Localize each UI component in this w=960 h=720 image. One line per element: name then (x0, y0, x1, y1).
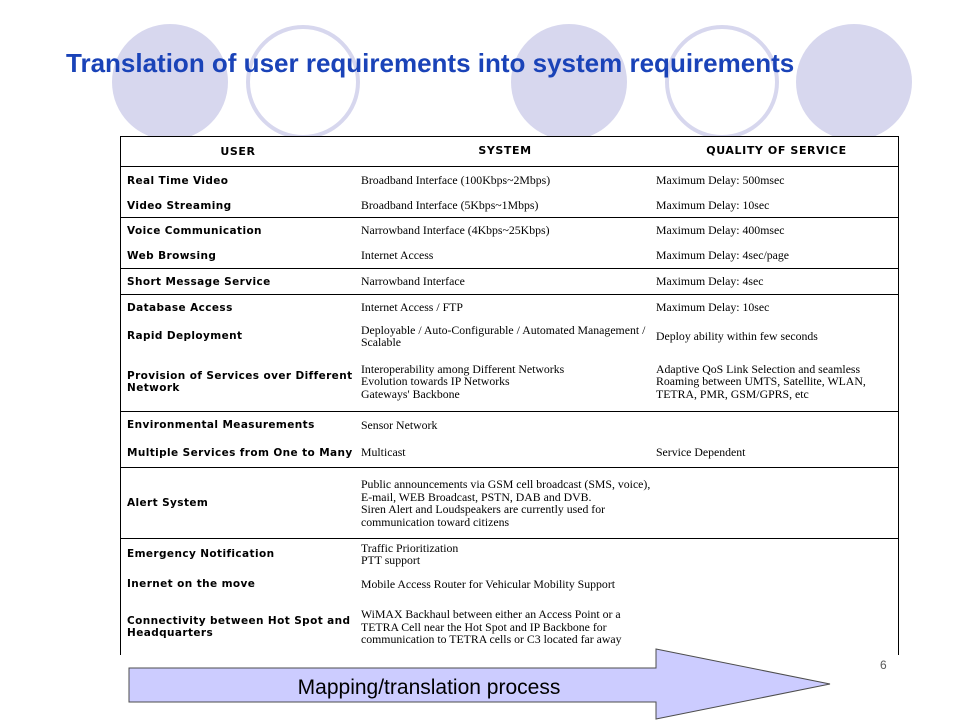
table-header-row (121, 137, 898, 167)
header-user: USER (220, 144, 256, 158)
table-row (121, 167, 898, 194)
page-number: 6 (880, 658, 887, 672)
table-row (121, 320, 898, 352)
slide-title: Translation of user requirements into system requirements (66, 48, 795, 78)
requirements-table (120, 136, 899, 655)
cell-system: Multicast (361, 445, 406, 460)
cell-qos: Maximum Delay: 10sec (656, 300, 770, 315)
cell-system: Broadband Interface (5Kbps~1Mbps) (361, 198, 539, 213)
table-row (121, 218, 898, 243)
cell-qos: Adaptive QoS Link Selection and seamless Roaming between UMTS, Satellite, WLAN, TETRA, PMR, GSM/GPRS, etc (656, 361, 866, 401)
cell-user: Environmental Measurements (127, 419, 315, 431)
cell-system: Broadband Interface (100Kbps~2Mbps) (361, 173, 551, 188)
table-row (121, 352, 898, 412)
cell-user: Alert System (127, 497, 209, 509)
cell-qos: Maximum Delay: 500msec (656, 173, 785, 188)
table-row (121, 412, 898, 438)
cell-system: Deployable / Auto-Configurable / Automated Management / Scalable (361, 322, 646, 349)
cell-system: Narrowband Interface (4Kbps~25Kbps) (361, 223, 550, 238)
arrow-label: Mapping/translation process (297, 676, 561, 699)
table-row (121, 468, 898, 539)
cell-user: Short Message Service (127, 275, 271, 288)
cell-user: Voice Communication (127, 224, 262, 237)
table-row (121, 539, 898, 569)
circle-5 (796, 24, 912, 140)
cell-user: Connectivity between Hot Spot and Headquarters (127, 615, 351, 639)
cell-qos: Maximum Delay: 10sec (656, 198, 770, 213)
cell-system: Internet Access / FTP (361, 300, 463, 315)
table-row (121, 243, 898, 269)
table-row (121, 194, 898, 218)
table-row (121, 269, 898, 295)
cell-system: Public announcements via GSM cell broadcast (SMS, voice), E-mail, WEB Broadcast, PSTN, DAB and DVB. Siren Alert and Loudspeakers are currently used for communication toward citizens (361, 477, 651, 529)
table-row (121, 569, 898, 599)
cell-qos (656, 569, 894, 599)
cell-system: Internet Access (361, 248, 434, 263)
cell-system: Traffic Prioritization PTT support (361, 540, 459, 567)
cell-qos (656, 539, 894, 569)
cell-user: Provision of Services over Different Network (127, 369, 353, 394)
cell-qos: Maximum Delay: 4sec/page (656, 248, 790, 263)
cell-system: Interoperability among Different Networks Evolution towards IP Networks Gateways' Backbone (361, 361, 565, 401)
header-qos: QUALITY OF SERVICE (706, 144, 847, 158)
cell-qos: Service Dependent (656, 445, 746, 460)
cell-user: Rapid Deployment (127, 330, 243, 342)
cell-qos: Deploy ability within few seconds (656, 328, 818, 343)
cell-qos (656, 412, 894, 438)
cell-qos (656, 468, 894, 538)
circle-1 (112, 24, 228, 140)
circle-2 (248, 27, 358, 137)
cell-user: Video Streaming (127, 199, 232, 212)
table-row (121, 438, 898, 468)
circle-3 (511, 24, 627, 140)
cell-system: WiMAX Backhaul between either an Access Point or a TETRA Cell near the Hot Spot and IP Backbone for communication to TETRA cells or C3 located far away (361, 607, 622, 647)
cell-user: Real Time Video (127, 174, 229, 187)
cell-user: Inernet on the move (127, 578, 256, 590)
header-system: SYSTEM (478, 144, 532, 158)
circle-4 (667, 27, 777, 137)
cell-qos: Maximum Delay: 400msec (656, 223, 785, 238)
cell-system: Narrowband Interface (361, 274, 465, 289)
cell-system: Mobile Access Router for Vehicular Mobility Support (361, 576, 616, 591)
cell-user: Database Access (127, 301, 233, 314)
cell-system: Sensor Network (361, 417, 438, 432)
cell-user: Multiple Services from One to Many (127, 446, 353, 459)
cell-user: Web Browsing (127, 249, 217, 262)
cell-qos: Maximum Delay: 4sec (656, 274, 764, 289)
cell-user: Emergency Notification (127, 548, 275, 560)
table-row (121, 295, 898, 320)
